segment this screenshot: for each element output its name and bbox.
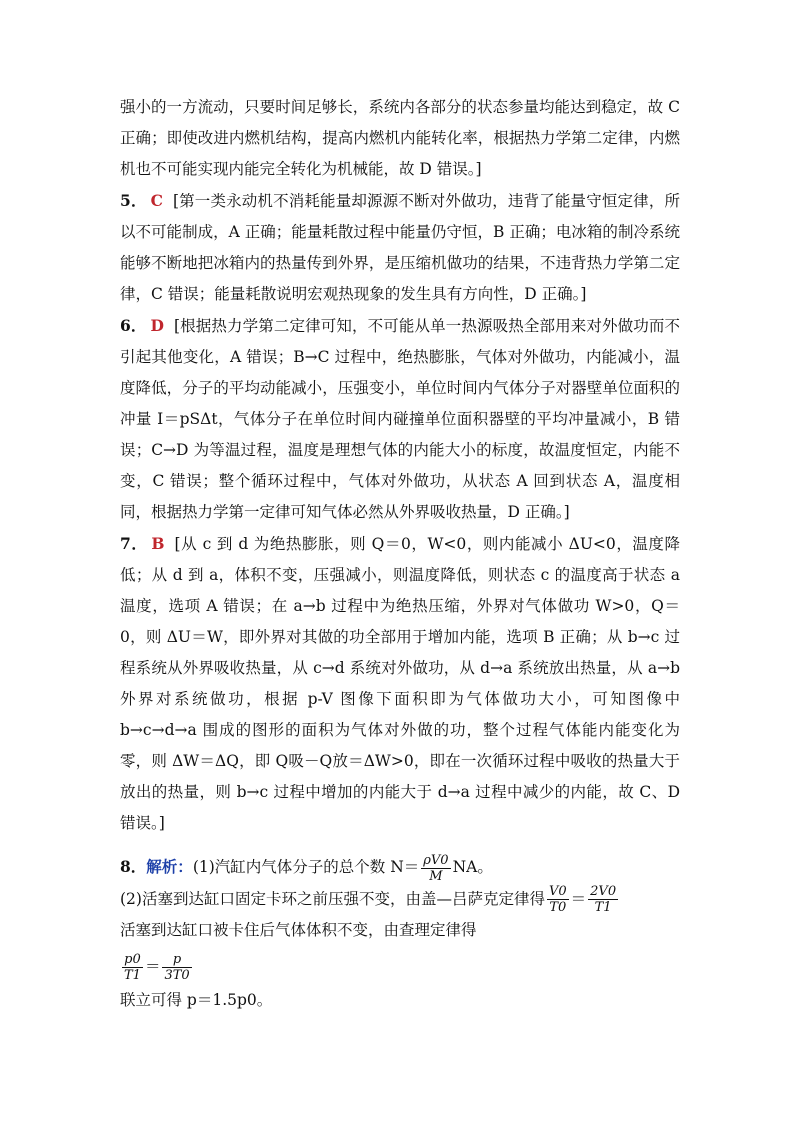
fraction-numerator: ρV0 xyxy=(423,852,449,868)
fraction-numerator: p0 xyxy=(122,952,143,968)
fraction-denominator: T0 xyxy=(549,900,567,915)
item-explanation: [第一类永动机不消耗能量却源源不断对外做功，违背了能量守恒定律，所以不可能制成，A 正确；能量耗散过程中能量仍守恒，B 正确；电冰箱的制冷系统能够不断地把冰箱内的热量传到外界，是压缩机做功的结果，不违背热力学第二定律，C 错误；能量耗散说明宏观热现象的发生具有方向性，D 正确。] xyxy=(120,192,680,303)
part2-text: (2)活塞到达缸口固定卡环之前压强不变，由盖—吕萨克定律得 xyxy=(120,889,545,908)
item-number: 7． xyxy=(120,534,148,553)
part1-text: (1)汽缸内气体分子的总个数 N＝ xyxy=(192,858,420,876)
fraction-numerator: 2V0 xyxy=(590,884,617,899)
fraction-denominator: 3T0 xyxy=(164,968,190,983)
charles-law-formula xyxy=(120,952,680,983)
answer-item-5 xyxy=(120,185,680,310)
item-number: 8． xyxy=(120,857,147,876)
paragraph-continued: 强小的一方流动，只要时间足够长，系统内各部分的状态参量均能达到稳定，故 C 正确；即使改进内燃机结构，提高内燃机内能转化率，根据热力学第二定律，内燃机也不可能实现内能完全转化为机械能，故 D 错误。] xyxy=(120,98,680,178)
answer-item-8-part1 xyxy=(120,851,680,884)
spacer xyxy=(120,839,680,851)
fraction xyxy=(588,884,618,915)
answer-item-8-part3: 活塞到达缸口被卡住后气体体积不变，由查理定律得 xyxy=(120,921,477,939)
answer-item-8-part2 xyxy=(120,884,680,916)
part1-tail: NA。 xyxy=(452,858,493,876)
fraction-numerator: p xyxy=(162,952,191,968)
answer-item-7 xyxy=(120,528,680,839)
equals-sign: ＝ xyxy=(570,889,587,908)
fraction-denominator: T1 xyxy=(124,968,141,983)
fraction xyxy=(421,853,450,884)
item-explanation: [根据热力学第二定律可知，不可能从单一热源吸热全部用来对外做功而不引起其他变化，A 错误；B→C 过程中，绝热膨胀，气体对外做功，内能减小，温度降低，分子的平均动能减小，压强变小，单位时间内气体分子对器壁单位面积的冲量 I＝pSΔt，气体分子在单位时间内碰撞单位面积器壁的平均冲量减小，B 错误；C→D 为等温过程，温度是理想气体的内能大小的标度，故温度恒定，内能不变，C 错误；整个循环过程中，气体对外做功，从状态 A 回到状态 A，温度相同，根据热力学第一定律可知气体必然从外界吸收热量，D 正确。] xyxy=(120,317,680,521)
fraction-denominator: T1 xyxy=(594,900,612,915)
fraction xyxy=(547,884,569,915)
equals-sign: ＝ xyxy=(144,957,161,976)
answer-letter: C xyxy=(150,191,163,210)
item-explanation: [从 c 到 d 为绝热膨胀，则 Q＝0，W<0，则内能减小 ΔU<0，温度降低；从 d 到 a，体积不变，压强减小，则温度降低，则状态 c 的温度高于状态 a 温度，选项 A 错误；在 a→b 过程中为绝热压缩，外界对气体做功 W>0，Q＝0，则 ΔU＝W，即外界对其做的功全部用于增加内能，选项 B 正确；从 b→c 过程系统从外界吸收热量，从 c→d 系统对外做功，从 d→a 系统放出热量，从 a→b 外界对系统做功，根据 p-V 图像下面积即为气体做功大小，可知图像中 b→c→d→a 围成的图形的面积为气体对外做的功，整个过程气体能内能变化为零，则 ΔW＝ΔQ，即 Q吸－Q放＝ΔW>0，即在一次循环过程中吸收的热量大于放出的热量，则 b→c 过程中增加的内能大于 d→a 过程中减少的内能，故 C、D 错误。] xyxy=(120,535,680,832)
fraction xyxy=(122,952,143,983)
fraction xyxy=(162,952,191,983)
fraction-numerator: V0 xyxy=(548,884,567,899)
answer-letter: B xyxy=(151,534,165,553)
item-number: 5． xyxy=(120,191,147,210)
fraction-denominator: M xyxy=(429,868,443,884)
answer-content xyxy=(120,92,680,1016)
analysis-label: 解析： xyxy=(146,857,193,876)
answer-item-6 xyxy=(120,310,680,528)
answer-item-8-result: 联立可得 p＝1.5p0。 xyxy=(120,991,273,1009)
answer-letter: D xyxy=(150,316,164,335)
item-number: 6． xyxy=(120,316,147,335)
